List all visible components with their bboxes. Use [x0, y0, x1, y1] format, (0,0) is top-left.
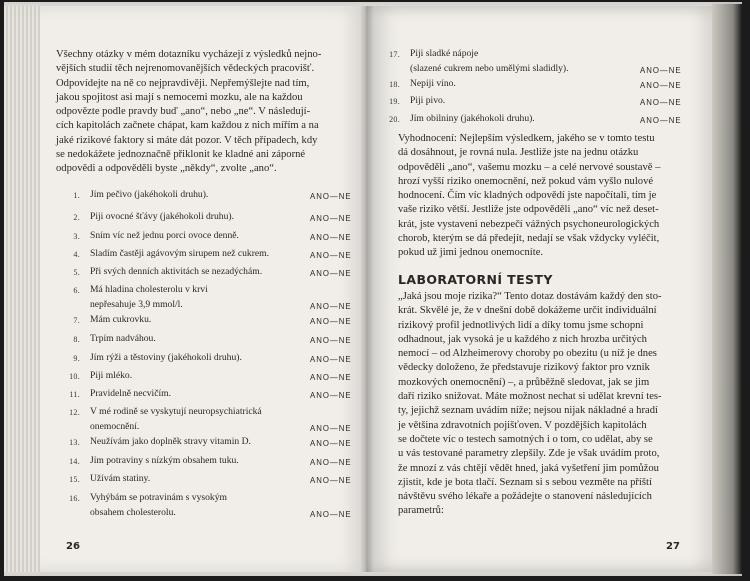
- question-item: [62, 314, 370, 329]
- lab-tests-paragraph-line: že mnozí z vás chtějí vědět hned, jaká vyšetření jim pomůžou: [398, 462, 659, 474]
- question-text: Jím rýži a těstoviny (jakéhokoli druhu).: [90, 352, 242, 363]
- page-edges-right: [712, 4, 742, 574]
- question-item: [62, 370, 370, 385]
- question-number: 20.: [389, 115, 400, 124]
- question-text: Piji ovocné šťávy (jakéhokoli druhu).: [90, 211, 234, 222]
- evaluation-paragraph-line: hodnocení. Čím víc kladných odpovědí jste napočítali, tím je: [398, 190, 657, 202]
- question-text: Piji mléko.: [90, 370, 133, 381]
- answer-choice: ANO—NE: [310, 269, 352, 278]
- intro-paragraph-line: se nedokážete jednoznačně přiklonit ke kladné ani záporné: [56, 149, 306, 161]
- question-item: [382, 48, 700, 77]
- question-item: [62, 333, 370, 348]
- question-item: [62, 211, 370, 226]
- intro-paragraph-line: odpovězte podle pravdy buď „ano“, nebo „ne“. V následují-: [56, 106, 311, 118]
- lab-tests-paragraph-line: „Jaká jsou moje rizika?“ Tento dotaz dostávám každý den sto-: [398, 291, 662, 302]
- lab-tests-paragraph-line: daří riziko snižovat. Máte možnost nechat si udělat krevní tes-: [398, 391, 662, 403]
- question-number: 17.: [389, 50, 400, 59]
- lab-tests-paragraph-line: vědecky doloženo, že představuje rizikový faktor pro vznik: [398, 362, 650, 374]
- lab-tests-paragraph-line: u vás testované parametry zlepšily. Zde je však uvádím proto,: [398, 448, 660, 460]
- question-item: [62, 492, 370, 521]
- question-item: [62, 189, 370, 204]
- question-number: 18.: [389, 80, 400, 89]
- lab-tests-paragraph-line: návštěvu svého lékaře a požádejte o stanovení následujících: [398, 491, 652, 503]
- answer-choice: ANO—NE: [310, 192, 352, 201]
- intro-paragraph-line: vějších studií těch nejrenomovanějších vědeckých pracovišť.: [56, 63, 315, 75]
- answer-choice: ANO—NE: [310, 355, 352, 364]
- lab-tests-paragraph-line: mozkových onemocnění) –, a průběžně sledovat, jak se jim: [398, 376, 650, 388]
- section-heading: LABORATORNÍ TESTY: [398, 272, 553, 287]
- page-number: 27: [666, 541, 680, 552]
- answer-choice: ANO—NE: [310, 251, 352, 260]
- answer-choice: ANO—NE: [640, 98, 682, 107]
- lab-tests-paragraph-line: odhadnout, jak vysoká je u každého z nich hrozba určitých: [398, 333, 647, 345]
- question-item: [62, 230, 370, 245]
- lab-tests-paragraph-line: rizikový profil jednotlivých lidí a díky tomu jsme schopni: [398, 319, 644, 331]
- question-text: Vyhýbám se potravinám s vysokým: [90, 492, 227, 503]
- evaluation-paragraph-line: odpověděli „ano“, vašemu mozku – a celé nervové soustavě –: [398, 161, 661, 173]
- answer-choice: ANO—NE: [640, 116, 682, 125]
- question-number: 15.: [69, 475, 80, 484]
- answer-choice: ANO—NE: [640, 81, 682, 90]
- question-text: Jím obilniny (jakéhokoli druhu).: [410, 113, 535, 124]
- question-text: (slazené cukrem nebo umělými sladidly).: [410, 62, 569, 74]
- page-number: 26: [66, 541, 80, 552]
- question-number: 9.: [73, 354, 80, 363]
- question-number: 2.: [73, 213, 80, 222]
- question-text: Užívám statiny.: [90, 473, 151, 484]
- answer-choice: ANO—NE: [310, 509, 352, 519]
- question-number: 3.: [73, 232, 80, 241]
- book-spine: [360, 6, 374, 572]
- evaluation-paragraph-line: dá dosáhnout, je rovná nula. Jestliže jste na jednu otázku: [398, 147, 639, 159]
- question-text: nepřesahuje 3,9 mmol/l.: [90, 298, 183, 310]
- lab-tests-paragraph-line: parametrů:: [398, 505, 444, 517]
- answer-choice: ANO—NE: [310, 301, 352, 311]
- question-text: Jím pečivo (jakéhokoli druhu).: [90, 189, 209, 200]
- answer-choice: ANO—NE: [310, 458, 352, 467]
- question-text: Pravidelně necvičím.: [90, 388, 171, 399]
- question-item: [62, 266, 370, 281]
- question-text: Nepiji víno.: [410, 78, 456, 89]
- evaluation-paragraph-line: vaše riziko větší. Jestliže jste odpověděli „ano“ víc než deset-: [398, 204, 659, 216]
- question-number: 19.: [389, 97, 400, 106]
- lab-tests-paragraph-line: je většina zdravotních pojišťoven. V pozdějších kapitolách: [398, 419, 647, 431]
- evaluation-paragraph: [398, 132, 698, 261]
- question-text: V mé rodině se vyskytují neuropsychiatrická: [90, 406, 262, 417]
- question-item: [62, 352, 370, 367]
- question-number: 13.: [69, 438, 80, 447]
- question-number: 6.: [73, 286, 80, 295]
- question-number: 5.: [73, 268, 80, 277]
- question-text: Jím potraviny s nízkým obsahem tuku.: [90, 455, 239, 466]
- question-number: 11.: [69, 390, 80, 399]
- intro-paragraph-line: cích kapitolách začnete chápat, kam každou z nich mířím a na: [56, 120, 319, 132]
- answer-choice: ANO—NE: [310, 476, 352, 485]
- lab-tests-paragraph-line: se dočtete víc o testech samotných i o tom, co udělat, aby se: [398, 433, 653, 445]
- question-item: [62, 473, 370, 488]
- question-number: 10.: [69, 372, 80, 381]
- intro-paragraph: [56, 48, 356, 177]
- question-text: Piji pivo.: [410, 95, 446, 106]
- answer-choice: ANO—NE: [310, 317, 352, 326]
- question-number: 14.: [69, 457, 80, 466]
- question-text: onemocnění.: [90, 420, 140, 432]
- right-page: [366, 6, 712, 572]
- question-text: Sním víc než jednu porci ovoce denně.: [90, 230, 239, 241]
- question-item: [382, 113, 700, 128]
- answer-choice: ANO—NE: [640, 65, 682, 75]
- question-number: 4.: [73, 250, 80, 259]
- intro-paragraph-line: jakou spojitost asi mají s nemocemi mozku, ale na každou: [56, 91, 303, 103]
- evaluation-paragraph-line: chorob, kterým se dá předejít, nedají se však vždycky vyléčit,: [398, 233, 660, 245]
- question-item: [382, 78, 700, 93]
- question-text: Neužívám jako doplněk stravy vitamin D.: [90, 436, 251, 447]
- intro-paragraph-line: jaké rizikové faktory si máte dát pozor. V těch případech, kdy: [56, 134, 318, 146]
- answer-choice: ANO—NE: [310, 391, 352, 400]
- answer-choice: ANO—NE: [310, 423, 352, 433]
- question-item: [62, 248, 370, 263]
- question-number: 16.: [69, 494, 80, 503]
- question-number: 1.: [73, 191, 80, 200]
- answer-choice: ANO—NE: [310, 439, 352, 448]
- question-text: Piji sladké nápoje: [410, 48, 479, 59]
- intro-paragraph-line: odpovědi a odpověděli byste „někdy“, zvolte „ano“.: [56, 163, 277, 175]
- question-item: [62, 388, 370, 403]
- lab-tests-paragraph: [398, 290, 698, 519]
- question-item: [382, 95, 700, 110]
- answer-choice: ANO—NE: [310, 373, 352, 382]
- question-text: obsahem cholesterolu.: [90, 506, 176, 518]
- question-number: 8.: [73, 335, 80, 344]
- answer-choice: ANO—NE: [310, 336, 352, 345]
- evaluation-paragraph-line: hrozí vyšší riziko onemocnění, než pokud vám vyšlo nulové: [398, 175, 654, 187]
- question-item: [62, 406, 370, 435]
- lab-tests-paragraph-line: krát. Skvělé je, že v dnešní době dokážeme určit individuální: [398, 305, 657, 317]
- evaluation-paragraph-line: pokud už jimi jednou onemocníte.: [398, 247, 544, 259]
- question-number: 7.: [73, 316, 80, 325]
- evaluation-paragraph-line: Vyhodnocení: Nejlepším výsledkem, jakého se v tomto testu: [398, 133, 655, 144]
- question-text: Trpím nadváhou.: [90, 333, 156, 344]
- lab-tests-paragraph-line: nemocí – od Alzheimerovy choroby po obezitu (u níž je dnes: [398, 348, 657, 360]
- question-item: [62, 436, 370, 451]
- answer-choice: ANO—NE: [310, 233, 352, 242]
- lab-tests-paragraph-line: ty, jejichž seznam uvádím níže; nejsou nijak nákladné a hradí: [398, 405, 658, 417]
- page-edges-left: [4, 6, 42, 572]
- question-text: Sladím častěji agávovým sirupem než cukrem.: [90, 248, 270, 259]
- question-text: Při svých denních aktivitách se nezadýchám.: [90, 266, 263, 277]
- question-item: [62, 284, 370, 313]
- intro-paragraph-line: Všechny otázky v mém dotazníku vycházejí z výsledků nejno-: [56, 49, 322, 60]
- question-text: Mám cukrovku.: [90, 314, 152, 325]
- question-item: [62, 455, 370, 470]
- question-text: Má hladina cholesterolu v krvi: [90, 284, 208, 295]
- evaluation-paragraph-line: krát, jste vystaveni nebezpečí vážných psychoneurologických: [398, 218, 660, 230]
- lab-tests-paragraph-line: zjistit, kde je bota tlačí. Seznam si s sebou vezměte na příští: [398, 476, 652, 488]
- left-page: [40, 6, 366, 572]
- intro-paragraph-line: Odpovídejte na ně co nejpravdivěji. Nepřemýšlejte nad tím,: [56, 77, 310, 89]
- question-number: 12.: [69, 408, 80, 417]
- answer-choice: ANO—NE: [310, 214, 352, 223]
